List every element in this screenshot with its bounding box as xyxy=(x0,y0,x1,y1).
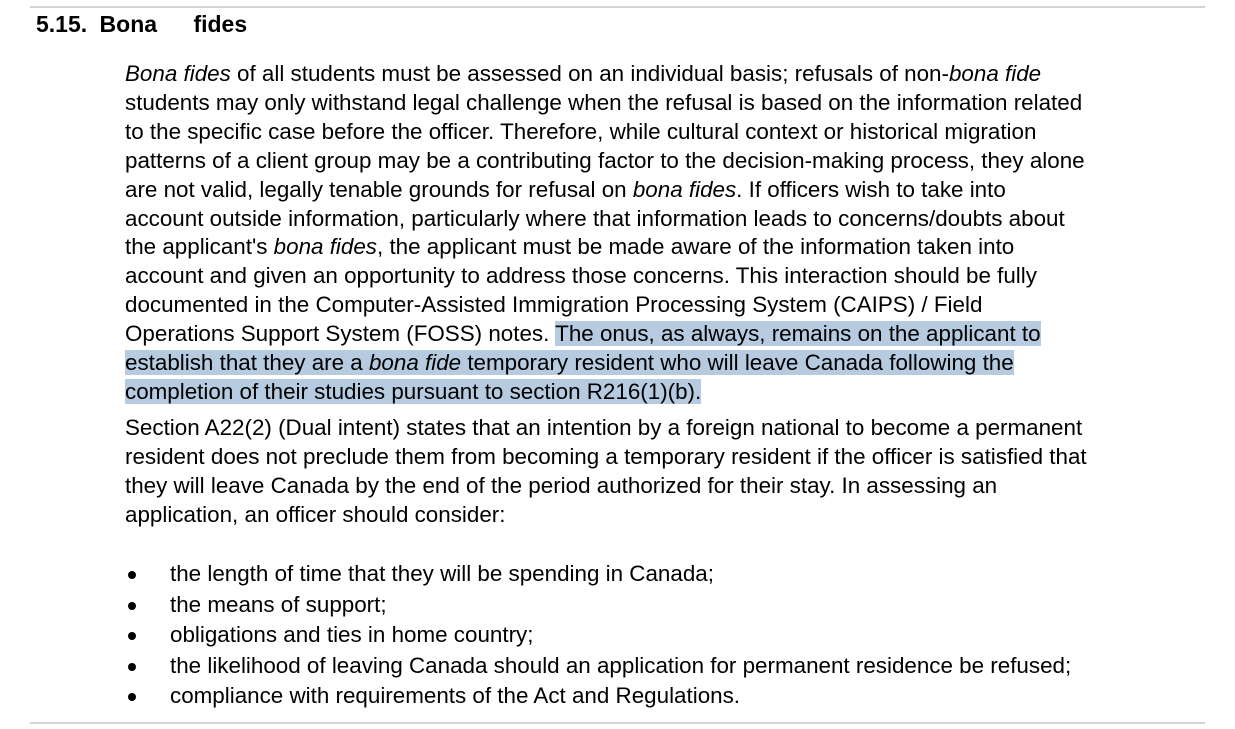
list-item xyxy=(125,620,1210,651)
text-run: , the applicant must be made aware of the information taken into xyxy=(377,234,1015,260)
text-run: are not valid, legally tenable grounds for refusal on xyxy=(125,176,633,202)
italic-term: bona fides xyxy=(632,176,737,202)
list-item-text: the means of support; xyxy=(170,591,387,617)
text-line: they will leave Canada by the end of the period authorized for their stay. In assessing an xyxy=(125,472,998,498)
list-item xyxy=(125,590,1210,621)
paragraph-bona-fides xyxy=(125,60,1210,407)
bullet-icon xyxy=(128,693,136,701)
text-line xyxy=(125,60,1210,89)
text-line xyxy=(125,233,1210,262)
highlighted-text[interactable]: The onus, as always, remains on the applicant to xyxy=(555,321,1041,347)
text-line xyxy=(125,349,1210,378)
list-item xyxy=(125,559,1210,590)
list-item-text: the length of time that they will be spending in Canada; xyxy=(170,561,714,586)
paragraph-dual-intent xyxy=(125,414,1210,530)
text-line: resident does not preclude them from becoming a temporary resident if the officer is satisfied that xyxy=(125,443,1087,469)
highlighted-text[interactable]: completion of their studies pursuant to section R216(1)(b). xyxy=(125,378,702,404)
text-line xyxy=(125,176,1210,205)
italic-term: Bona fides xyxy=(125,61,231,86)
text-line xyxy=(125,378,1210,407)
bullet-icon xyxy=(128,602,136,610)
list-item-text: compliance with requirements of the Act and Regulations. xyxy=(170,683,741,708)
section-number: 5.15. xyxy=(36,11,88,37)
italic-term: bona fide xyxy=(948,61,1042,86)
text-line: application, an officer should consider: xyxy=(125,501,506,527)
text-line: documented in the Computer-Assisted Immigration Processing System (CAIPS) / Field xyxy=(125,292,983,318)
text-line: account outside information, particularly where that information leads to concerns/doubts about xyxy=(125,205,1065,231)
italic-term: bona fide xyxy=(368,350,462,376)
text-line: Section A22(2) (Dual intent) states that an intention by a foreign national to become a permanent xyxy=(125,414,1083,440)
section-title-word1: Bona xyxy=(99,11,158,37)
text-line: account and given an opportunity to address those concerns. This interaction should be fully xyxy=(125,263,1037,289)
bullet-icon xyxy=(128,632,136,640)
list-item xyxy=(125,681,1210,712)
list-item xyxy=(125,651,1210,682)
text-line: patterns of a client group may be a contributing factor to the decision-making process, they alone xyxy=(125,147,1085,173)
list-item-text: the likelihood of leaving Canada should an application for permanent residence be refused; xyxy=(170,652,1072,678)
section-heading xyxy=(36,10,247,38)
list-item-text: obligations and ties in home country; xyxy=(170,622,534,647)
highlighted-text[interactable] xyxy=(125,350,1014,375)
italic-term: bona fides xyxy=(273,234,377,260)
section-body xyxy=(125,60,1210,530)
bullet-icon xyxy=(128,571,136,579)
text-run: establish that they are a xyxy=(125,350,369,376)
considerations-list xyxy=(125,559,1210,712)
text-line: to the specific case before the officer. Therefore, while cultural context or historical migration xyxy=(125,118,1037,144)
bullet-icon xyxy=(128,663,136,671)
text-run: the applicant's xyxy=(125,234,274,260)
text-run: of all students must be assessed on an individual basis; refusals of non- xyxy=(230,61,949,86)
text-run: . If officers wish to take into xyxy=(736,176,1006,202)
text-run: Operations Support System (FOSS) notes. xyxy=(125,321,556,347)
text-line xyxy=(125,320,1210,349)
bottom-divider xyxy=(30,722,1205,724)
top-divider xyxy=(30,6,1205,8)
text-run: temporary resident who will leave Canada following the xyxy=(461,350,1014,376)
section-title-word2: fides xyxy=(193,11,248,37)
text-line: students may only withstand legal challenge when the refusal is based on the information related xyxy=(125,89,1083,115)
